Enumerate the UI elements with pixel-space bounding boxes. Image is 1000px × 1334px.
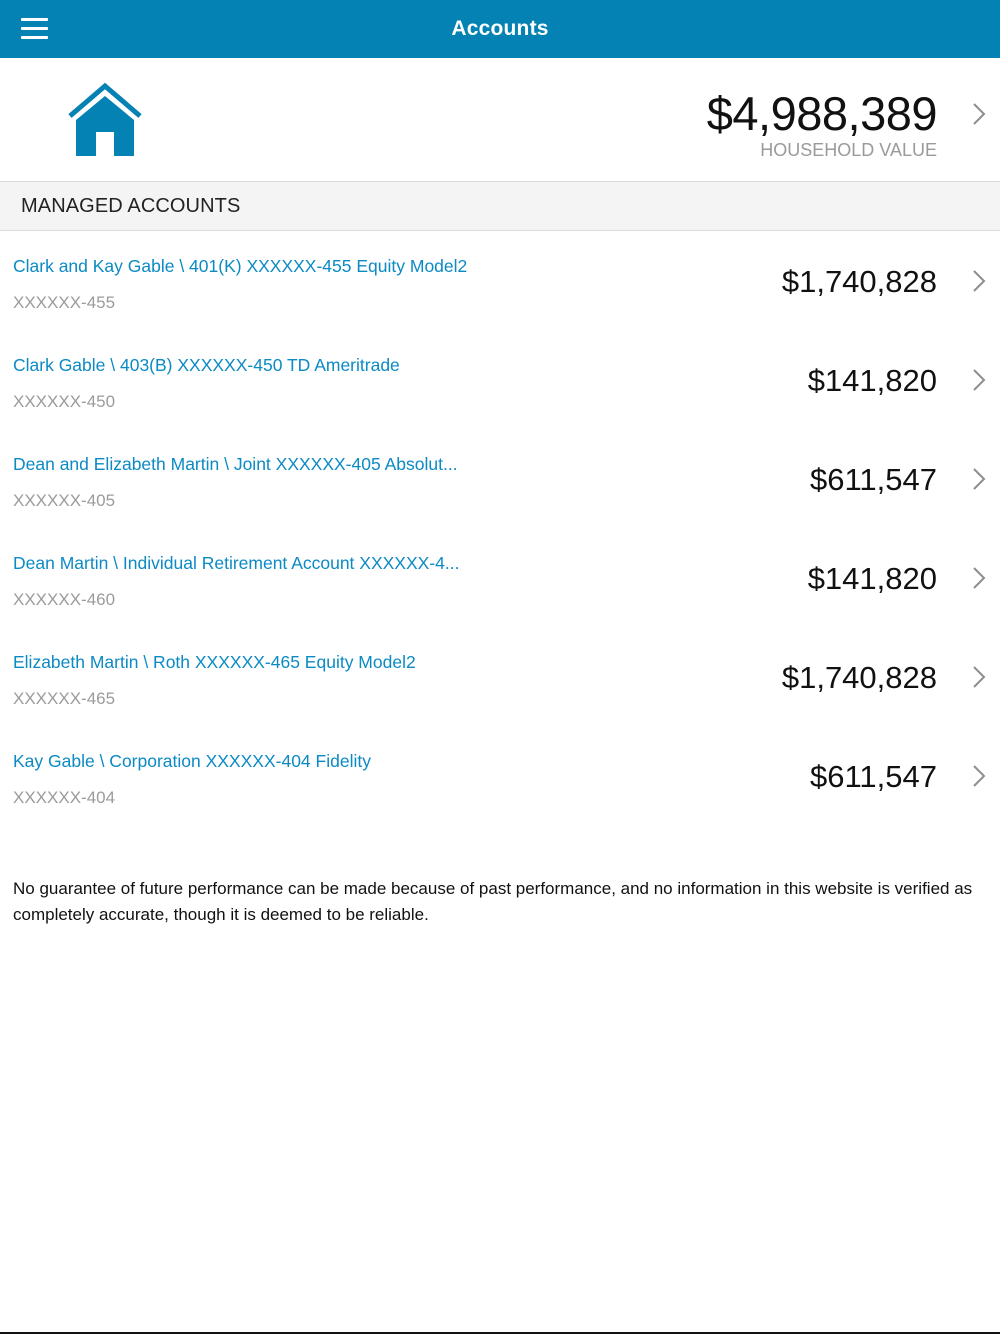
household-value: $4,988,389 [706,87,937,140]
account-row[interactable] [0,429,1000,528]
account-list [0,231,1000,825]
account-number: XXXXXX-405 [13,491,116,510]
account-name: Clark Gable \ 403(B) XXXXXX-450 TD Ameritrade [13,355,400,375]
account-value: $611,547 [810,462,937,497]
house-icon [66,82,144,158]
account-row[interactable] [0,726,1000,825]
account-name: Kay Gable \ Corporation XXXXXX-404 Fidelity [13,751,371,771]
account-name: Dean Martin \ Individual Retirement Account XXXXXX-4... [13,553,460,573]
chevron-right-icon [972,665,986,689]
chevron-right-icon [972,102,986,126]
household-value-label: HOUSEHOLD VALUE [760,140,937,160]
page-title: Accounts [451,17,549,40]
account-number: XXXXXX-455 [13,293,116,312]
account-number: XXXXXX-465 [13,689,116,708]
chevron-right-icon [972,566,986,590]
account-value: $1,740,828 [781,264,937,299]
household-summary-row[interactable] [0,58,1000,182]
account-name: Elizabeth Martin \ Roth XXXXXX-465 Equity Model2 [13,652,416,672]
account-row[interactable] [0,627,1000,726]
chevron-right-icon [972,368,986,392]
top-nav-bar [0,0,1000,58]
chevron-right-icon [972,764,986,788]
account-row[interactable] [0,231,1000,330]
managed-accounts-header: MANAGED ACCOUNTS [0,182,1000,231]
account-name: Clark and Kay Gable \ 401(K) XXXXXX-455 Equity Model2 [13,256,468,276]
account-value: $611,547 [810,759,937,794]
disclaimer-text: No guarantee of future performance can be made because of past performance, and no information in this website is verified as completely accurate, though it is deemed to be reliable. [13,879,973,924]
chevron-right-icon [972,269,986,293]
account-row[interactable] [0,528,1000,627]
account-name: Dean and Elizabeth Martin \ Joint XXXXXX-405 Absolut... [13,454,458,474]
hamburger-menu-icon[interactable] [21,18,48,39]
account-number: XXXXXX-450 [13,392,116,411]
account-value: $1,740,828 [781,660,937,695]
account-number: XXXXXX-460 [13,590,116,609]
account-row[interactable] [0,330,1000,429]
account-value: $141,820 [807,363,937,398]
account-value: $141,820 [807,561,937,596]
chevron-right-icon [972,467,986,491]
account-number: XXXXXX-404 [13,788,116,807]
